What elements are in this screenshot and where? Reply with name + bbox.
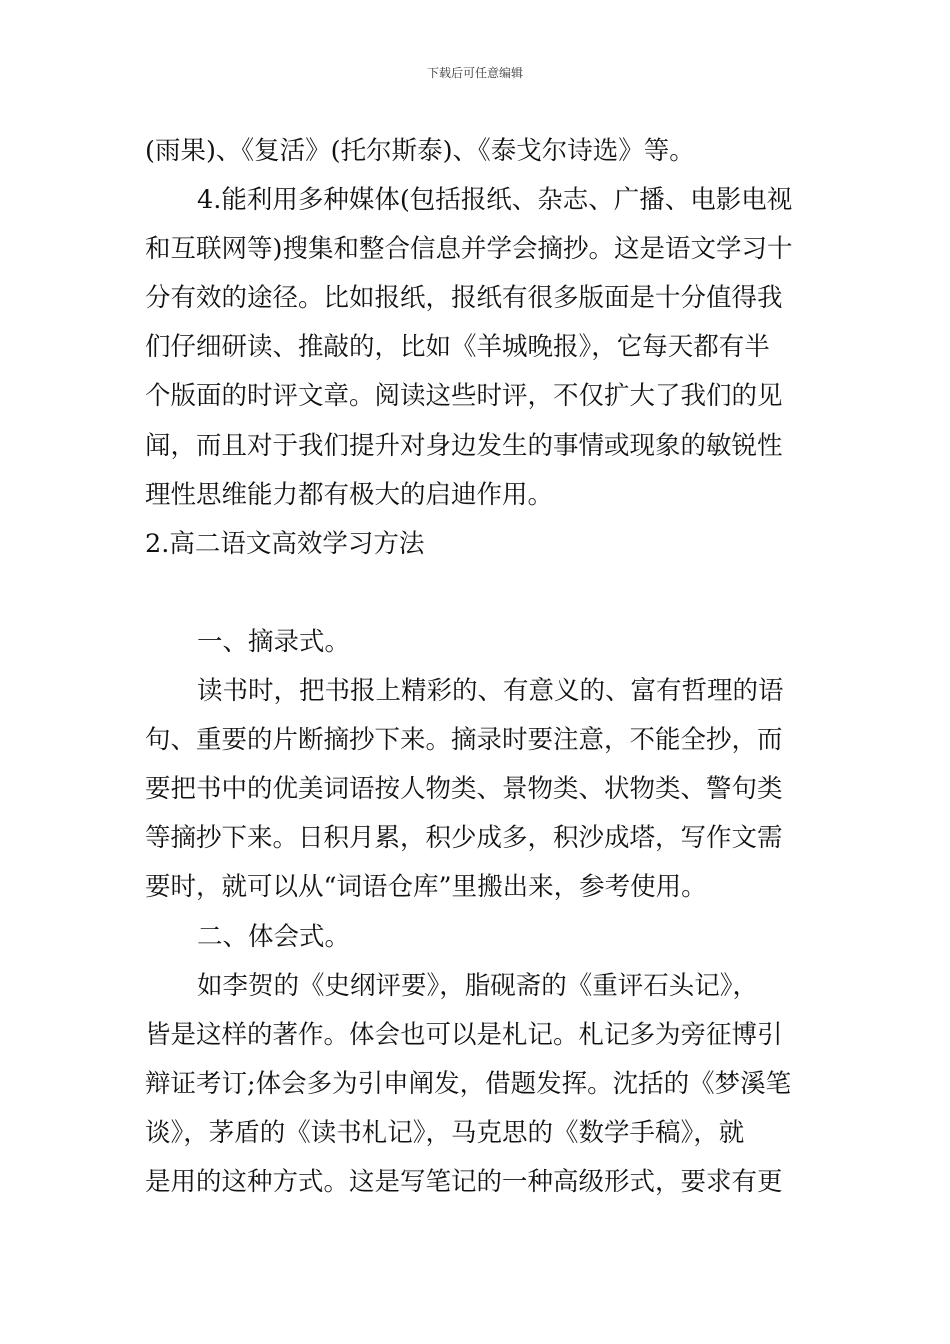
text-line: (雨果)、《复活》(托尔斯泰)、《泰戈尔诗选》等。 [145,136,695,166]
text-line: 是用的这种方式。这是写笔记的一种高级形式，要求有更 [145,1166,783,1197]
text-line: 等摘抄下来。日积月累，积少成多，积沙成塔，写作文需 [145,823,783,854]
text-line: 二、体会式。 [197,921,351,952]
text-line: 要把书中的优美词语按人物类、景物类、状物类、警句类 [145,774,783,805]
text-line: 闻，而且对于我们提升对身边发生的事情或现象的敏锐性 [145,430,783,461]
text-line: 皆是这样的著作。体会也可以是札记。札记多为旁征博引 [145,1019,783,1050]
text-line: 谈》，茅盾的《读书札记》，马克思的《数学手稿》，就 [145,1117,745,1148]
page-header-note: 下载后可任意编辑 [426,66,523,80]
text-line: 如李贺的《史纲评要》，脂砚斋的《重评石头记》， [197,970,759,1001]
document-body [145,127,810,1207]
text-line: 一、摘录式。 [197,626,351,657]
text-line: 辩证考订;体会多为引申阐发，借题发挥。沈括的《梦溪笔 [145,1068,792,1099]
text-line: 理性思维能力都有极大的启迪作用。 [145,479,554,510]
text-line: 读书时，把书报上精彩的、有意义的、富有哲理的语 [197,676,784,707]
text-line: 4.能利用多种媒体(包括报纸、杂志、广播、电影电视 [197,185,793,216]
text-line: 个版面的时评文章。阅读这些时评，不仅扩大了我们的见 [145,381,783,412]
text-line: 句、重要的片断摘抄下来。摘录时要注意，不能全抄，而 [145,725,783,756]
text-line: 2.高二语文高效学习方法 [145,528,425,559]
text-line: 要时，就可以从“词语仓库”里搬出来，参考使用。 [145,872,707,903]
blank-line [145,569,810,618]
text-line: 们仔细研读、推敲的，比如《羊城晚报》，它每天都有半 [145,332,770,363]
text-line: 分有效的途径。比如报纸，报纸有很多版面是十分值得我 [145,283,783,314]
text-line: 和互联网等)搜集和整合信息并学会摘抄。这是语文学习十 [145,234,793,265]
